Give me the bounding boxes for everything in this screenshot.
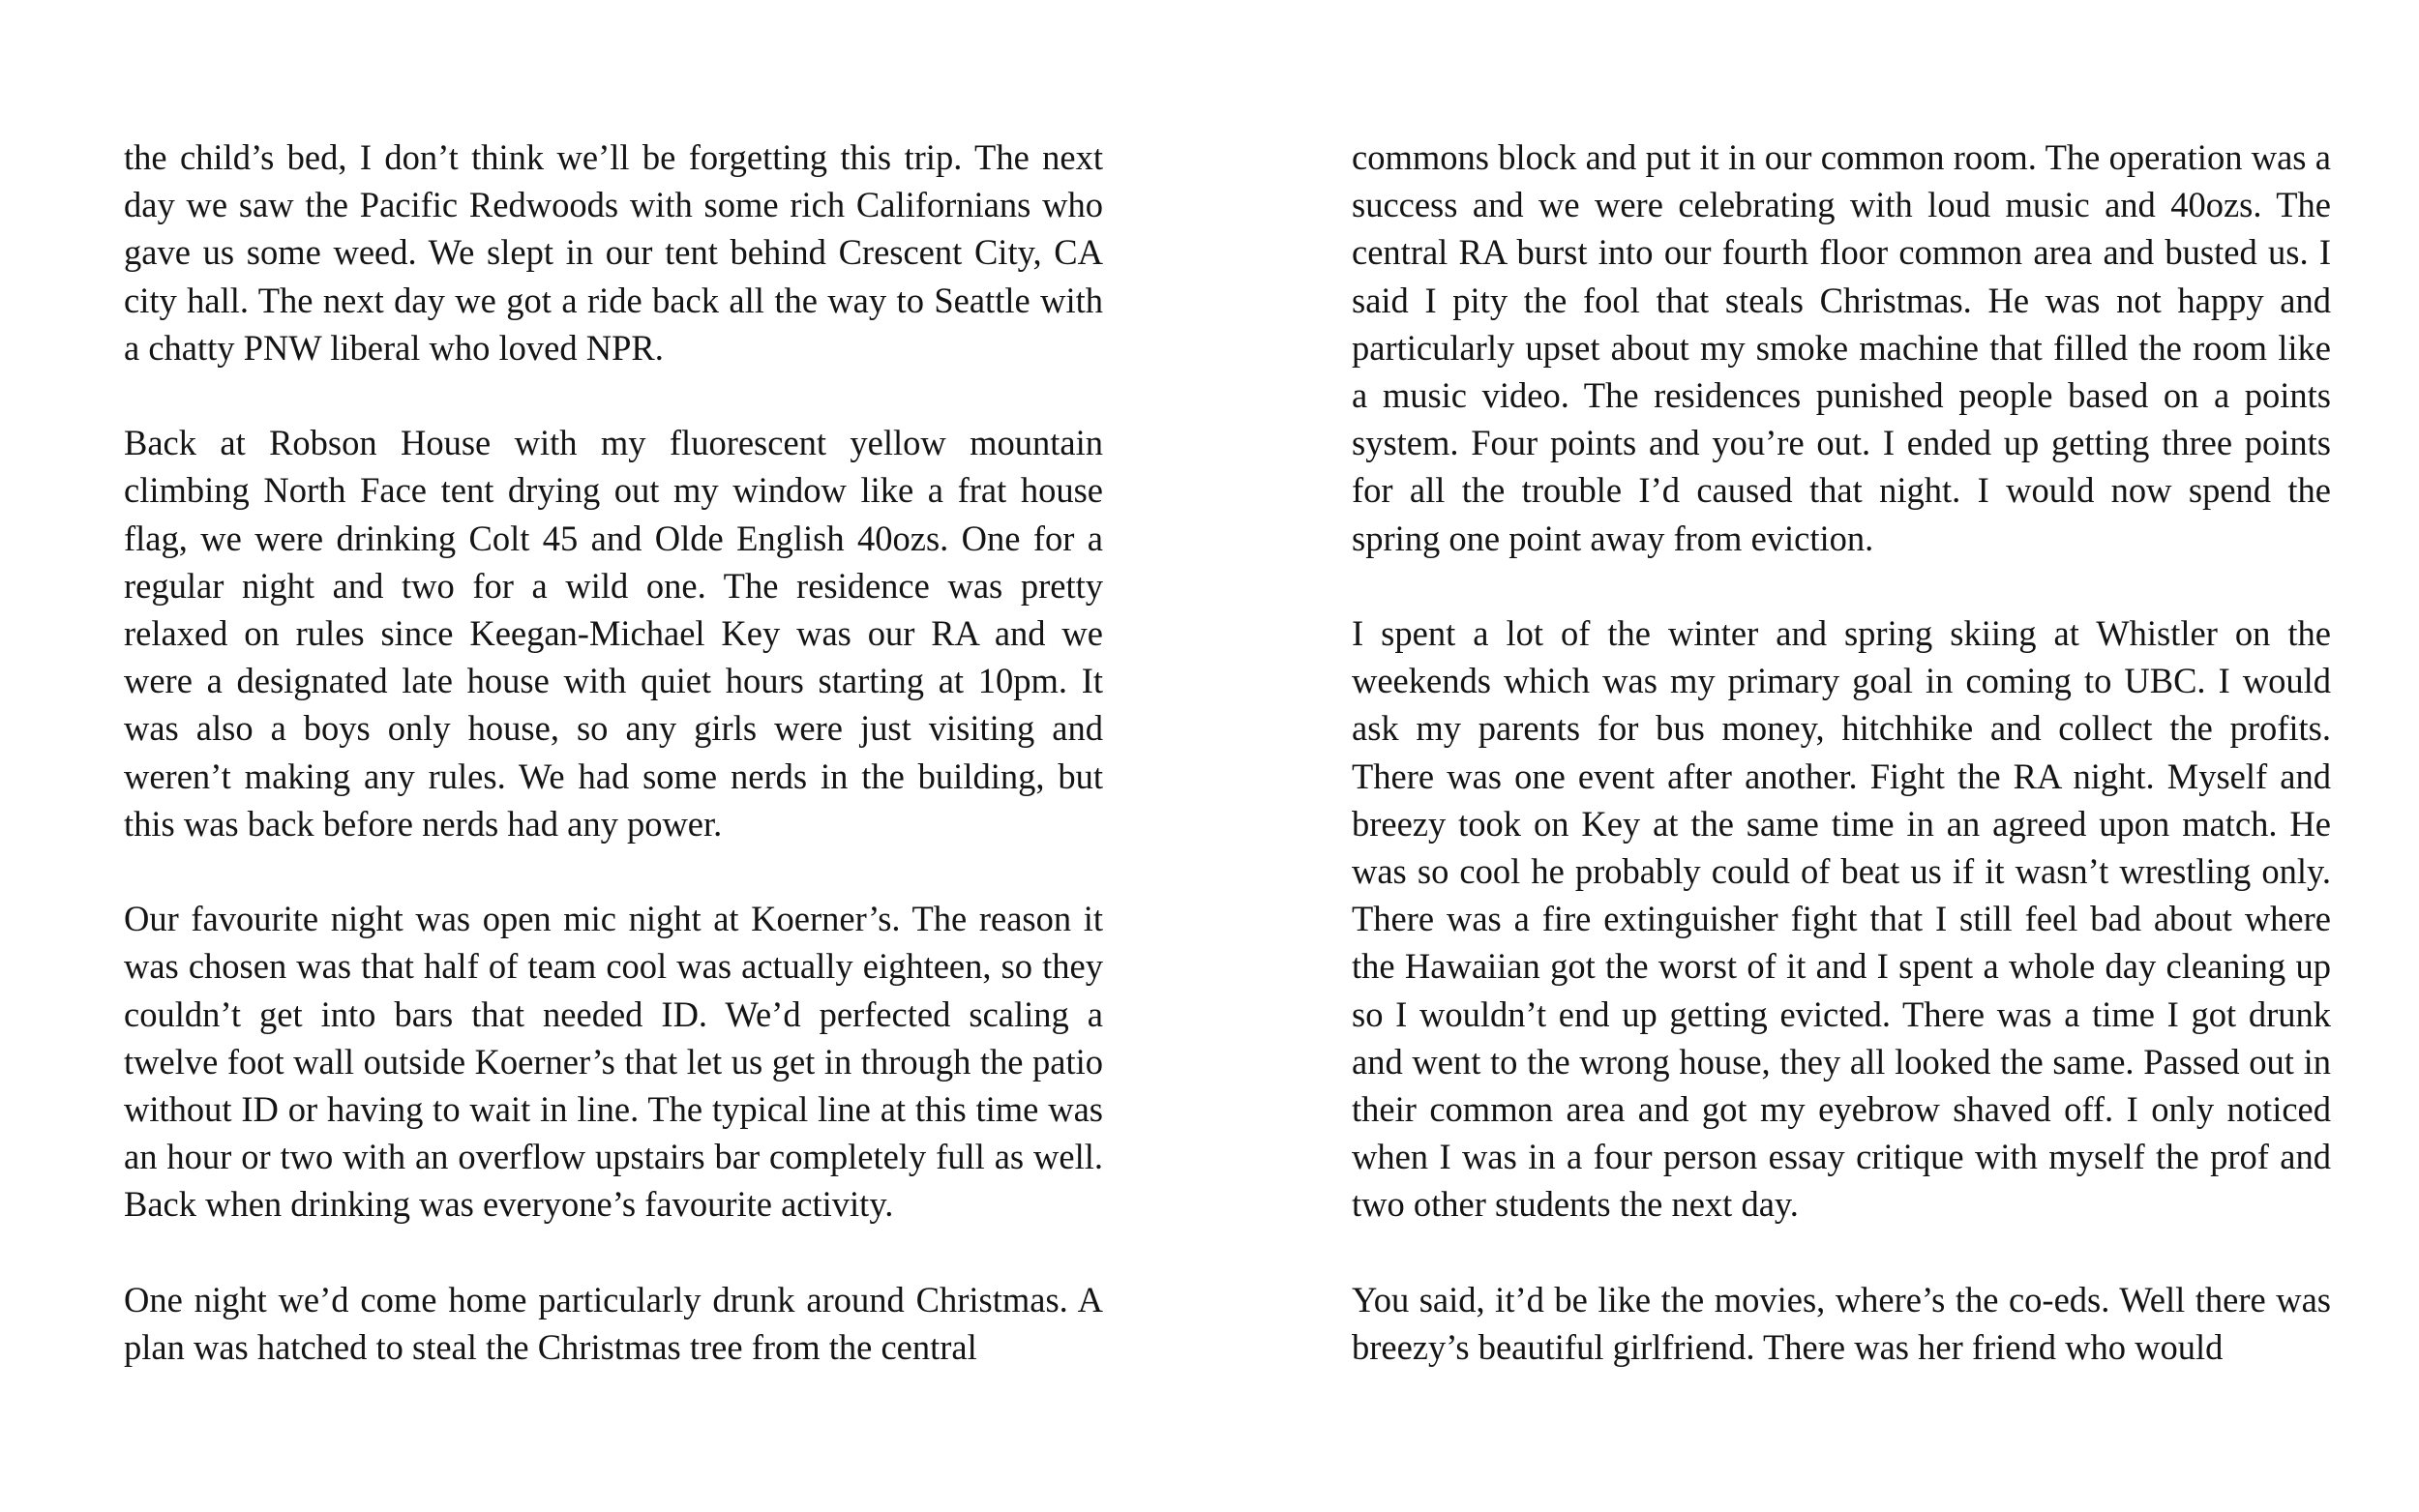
paragraph: commons block and put it in our common room. The operation was a success and we were celebrating with loud music and 40ozs. The central RA burst into our fourth floor common area and busted us. I said I pity the fool that steals Christmas. He was not happy and particularly upset about my smoke machine that filled the room like a music video. The residences punished people based on a points system. Four points and you’re out. I ended up getting three points for all the trouble I’d caused that night. I would now spend the spring one point away from eviction. bbox=[1352, 137, 2331, 558]
paragraph: Back at Robson House with my fluorescent yellow mountain climbing North Face tent drying out my window like a frat house flag, we were drinking Colt 45 and Olde English 40ozs. One for a regular night and two for a wild one. The residence was pretty relaxed on rules since Keegan-Michael Key was our RA and we were a designated late house with quiet hours starting at 10pm. It was also a boys only house, so any girls were just visiting and weren’t making any rules. We had some nerds in the building, but this was back before nerds had any power. bbox=[124, 423, 1103, 844]
paragraph: the child’s bed, I don’t think we’ll be forgetting this trip. The next day we saw the Pacific Redwoods with some rich Californians who gave us some weed. We slept in our tent behind Crescent City, CA city hall. The next day we got a ride back all the way to Seattle with a chatty PNW liberal who loved NPR. bbox=[124, 137, 1103, 368]
paragraph: One night we’d come home particularly drunk around Christmas. A plan was hatched to steal the Christmas tree from the central bbox=[124, 1279, 1103, 1368]
paragraph: You said, it’d be like the movies, where’s the co-eds. Well there was breezy’s beautiful girlfriend. There was her friend who would bbox=[1352, 1279, 2331, 1368]
paragraph: I spent a lot of the winter and spring skiing at Whistler on the weekends which was my primary goal in coming to UBC. I would ask my parents for bus money, hitchhike and collect the profits. There was one event after another. Fight the RA night. Myself and breezy took on Key at the same time in an agreed upon match. He was so cool he probably could of beat us if it wasn’t wrestling only. There was a fire extinguisher fight that I still feel bad about where the Hawaiian got the worst of it and I spent a whole day cleaning up so I wouldn’t end up getting evicted. There was a time I got drunk and went to the wrong house, they all looked the same. Passed out in their common area and got my eyebrow shaved off. I only noticed when I was in a four person essay critique with myself the prof and two other students the next day. bbox=[1352, 613, 2331, 1225]
right-page bbox=[1352, 133, 2331, 1371]
left-page bbox=[124, 133, 1103, 1371]
paragraph: Our favourite night was open mic night at Koerner’s. The reason it was chosen was that half of team cool was actually eighteen, so they couldn’t get into bars that needed ID. We’d perfected scaling a twelve foot wall outside Koerner’s that let us get in through the patio without ID or having to wait in line. The typical line at this time was an hour or two with an overflow upstairs bar completely full as well. Back when drinking was everyone’s favourite activity. bbox=[124, 899, 1103, 1225]
